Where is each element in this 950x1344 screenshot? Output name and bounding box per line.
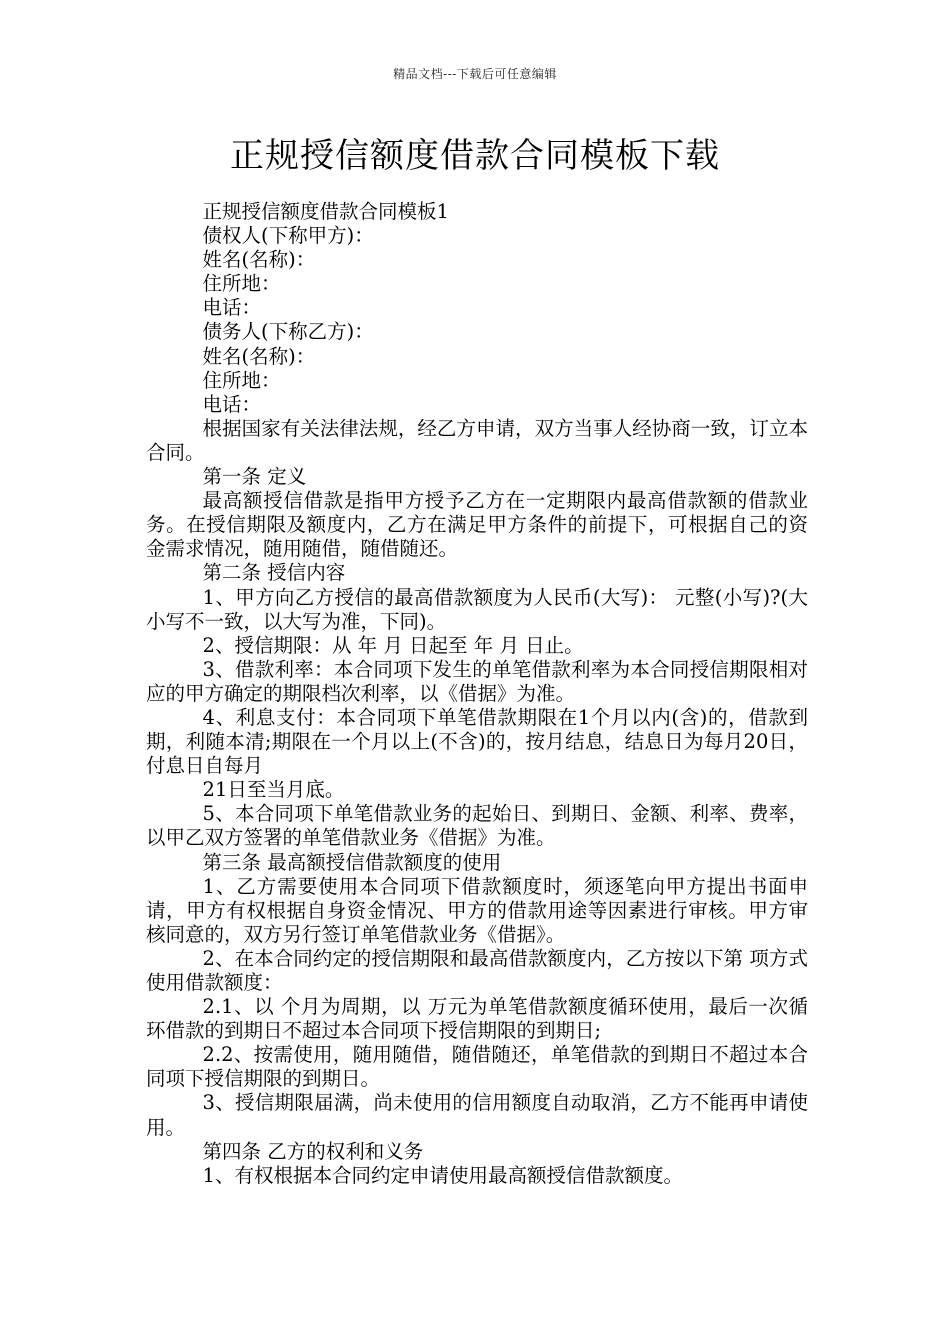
article-2-item-3: 3、借款利率：本合同项下发生的单笔借款利率为本合同授信期限相对应的甲方确定的期限档次利率，以《借据》为准。	[146, 657, 808, 705]
article-3-item-2-1: 2.1、以 个月为周期，以 万元为单笔借款额度循环使用，最后一次循环借款的到期日不超过本合同项下授信期限的到期日;	[146, 995, 808, 1043]
article-2-item-4-cont: 21日至当月底。	[202, 778, 345, 802]
article-2-item-5: 5、本合同项下单笔借款业务的起始日、到期日、金额、利率、费率，以甲乙双方签署的单笔借款业务《借据》为准。	[146, 802, 808, 850]
article-2-item-1: 1、甲方向乙方授信的最高借款额度为人民币(大写)： 元整(小写)?(大小写不一致，以大写为准，下同)。	[146, 585, 808, 633]
article-2-item-2: 2、授信期限：从 年 月 日起至 年 月 日止。	[202, 633, 584, 657]
article-2-heading: 第二条 授信内容	[202, 561, 346, 585]
paragraph-creditor-phone: 电话：	[202, 296, 262, 320]
article-3-item-1: 1、乙方需要使用本合同项下借款额度时，须逐笔向甲方提出书面申请，甲方有权根据自身资金情况、甲方的借款用途等因素进行审核。甲方审核同意的，双方另行签订单笔借款业务《借据》。	[146, 874, 808, 946]
article-3-item-2: 2、在本合同约定的授信期限和最高借款额度内，乙方按以下第 项方式使用借款额度：	[146, 946, 808, 994]
article-4-item-1: 1、有权根据本合同约定申请使用最高额授信借款额度。	[202, 1163, 683, 1187]
paragraph-creditor-name: 姓名(名称)：	[202, 248, 316, 272]
paragraph-template-heading: 正规授信额度借款合同模板1	[202, 200, 449, 223]
paragraph-preamble: 根据国家有关法律法规，经乙方申请，双方当事人经协商一致，订立本合同。	[146, 416, 808, 464]
paragraph-creditor: 债权人(下称甲方)：	[202, 224, 374, 248]
paragraph-debtor-address: 住所地：	[202, 368, 281, 392]
article-3-item-3: 3、授信期限届满，尚未使用的信用额度自动取消，乙方不能再申请使用。	[146, 1091, 808, 1139]
document-title: 正规授信额度借款合同模板下载	[230, 136, 720, 176]
paragraph-debtor: 债务人(下称乙方)：	[202, 320, 374, 344]
article-3-heading: 第三条 最高额授信借款额度的使用	[202, 850, 502, 874]
document-body	[146, 200, 808, 1188]
page-header-watermark: 精品文档---下载后可任意编辑	[393, 67, 557, 81]
paragraph-debtor-name: 姓名(名称)：	[202, 344, 316, 368]
article-2-item-4: 4、利息支付：本合同项下单笔借款期限在1个月以内(含)的，借款到期，利随本清;期限在一个月以上(不含)的，按月结息，结息日为每月20日，付息日自每月	[146, 705, 808, 778]
paragraph-creditor-address: 住所地：	[202, 272, 281, 296]
article-1-text: 最高额授信借款是指甲方授予乙方在一定期限内最高借款额的借款业务。在授信期限及额度内，乙方在满足甲方条件的前提下，可根据自己的资金需求情况，随用随借，随借随还。	[146, 489, 808, 561]
article-4-heading: 第四条 乙方的权利和义务	[202, 1139, 424, 1163]
article-3-item-2-2: 2.2、按需使用，随用随借，随借随还，单笔借款的到期日不超过本合同项下授信期限的到期日。	[146, 1043, 808, 1091]
article-1-heading: 第一条 定义	[202, 465, 307, 489]
paragraph-debtor-phone: 电话：	[202, 392, 262, 416]
